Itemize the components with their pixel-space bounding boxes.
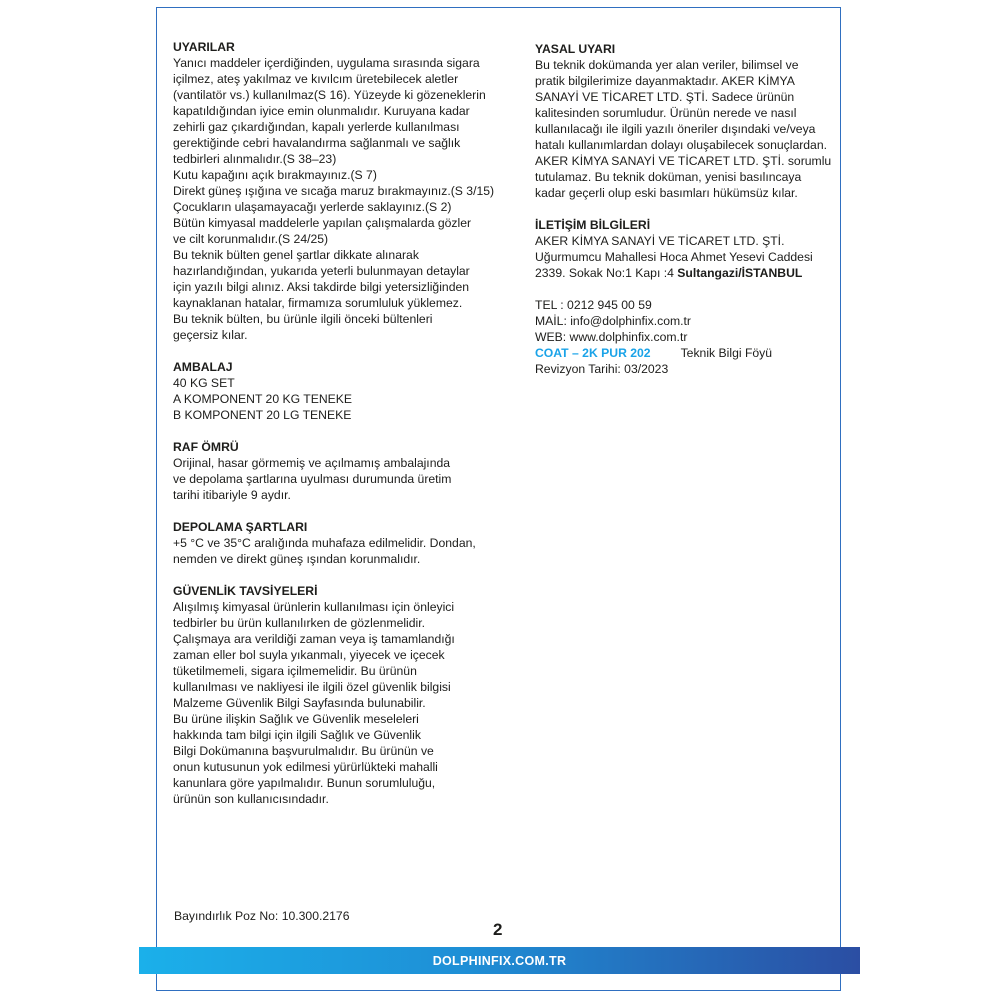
shelf-life-section: [173, 439, 493, 503]
text-line: tüketilmemeli, sigara içilmemelidir. Bu ürünün: [173, 664, 417, 678]
text-line: kapatıldığından iyice emin olunmalıdır. Kuruyana kadar: [173, 104, 470, 118]
text-line: Yanıcı maddeler içerdiğinden, uygulama sırasında sigara: [173, 56, 480, 70]
text-line: zaman eller bol suyla yıkanmalı, yiyecek ve içecek: [173, 648, 445, 662]
text-line: zehirli gaz çıkardığından, kapalı yerlerde kullanılması: [173, 120, 460, 134]
address-city: Sultangazi/İSTANBUL: [677, 266, 803, 280]
text-line: Bütün kimyasal maddelerle yapılan çalışmalarda gözler: [173, 216, 472, 230]
legal-section: [535, 41, 840, 201]
footer-bar: [139, 947, 860, 974]
text-line: için yazılı bilgi alınız. Aksi takdirde bilgi yetersizliğinden: [173, 280, 470, 294]
warnings-heading: UYARILAR: [173, 40, 235, 54]
text-line: kullanılacağı ile ilgili yazılı öneriler dışındaki ve/veya: [535, 122, 816, 136]
page-number: 2: [493, 920, 503, 939]
email-address[interactable]: MAİL: info@dolphinfix.com.tr: [535, 314, 691, 328]
text-line: Çocukların ulaşamayacağı yerlerde saklayınız.(S 2): [173, 200, 452, 214]
text-line: Bu teknik bülten, bu ürünle ilgili önceki bültenleri: [173, 312, 433, 326]
revision-date: Revizyon Tarihi: 03/2023: [535, 362, 669, 376]
packaging-section: [173, 359, 493, 423]
text-line: pratik bilgilerimize dayanmaktadır. AKER KİMYA: [535, 74, 795, 88]
text-line: SANAYİ VE TİCARET LTD. ŞTİ. Sadece ürünün: [535, 90, 795, 104]
text-line: kalitesinden sorumludur. Ürünün nerede ve nasıl: [535, 106, 797, 120]
text-line: ürünün son kullanıcısındadır.: [173, 792, 329, 806]
text-line: +5 °C ve 35°C aralığında muhafaza edilmelidir. Dondan,: [173, 536, 476, 550]
right-column: [535, 41, 840, 393]
shelf-life-heading: RAF ÖMRÜ: [173, 440, 239, 454]
text-line: kadar geçerli olup eski basımları hükümsüz kılar.: [535, 186, 798, 200]
safety-heading: GÜVENLİK TAVSİYELERİ: [173, 584, 318, 598]
storage-body: [173, 535, 493, 567]
text-line: ve cilt korunmalıdır.(S 24/25): [173, 232, 329, 246]
product-name: COAT – 2K PUR 202: [535, 346, 651, 360]
text-line: gerektiğinde cebri havalandırma sağlanmalı ve sağlık: [173, 136, 461, 150]
text-line: kanunlara göre yapılmalıdır. Bunun sorumluluğu,: [173, 776, 436, 790]
safety-section: [173, 583, 493, 807]
phone-number: TEL : 0212 945 00 59: [535, 298, 652, 312]
address-line-2: [535, 265, 840, 281]
text-line: Bilgi Dokümanına başvurulmalıdır. Bu ürünün ve: [173, 744, 434, 758]
text-line: hatalı kullanımlardan dolayı oluşabilecek sonuçlardan.: [535, 138, 828, 152]
legal-heading: YASAL UYARI: [535, 42, 616, 56]
document-type: Teknik Bilgi Föyü: [680, 346, 773, 360]
text-line: tedbirleri alınmalıdır.(S 38–23): [173, 152, 337, 166]
product-line: [535, 345, 840, 361]
text-line: içilmez, ateş yakılmaz ve kıvılcım üretebilecek aletler: [173, 72, 459, 86]
text-line: B KOMPONENT 20 LG TENEKE: [173, 408, 352, 422]
text-line: ve depolama şartlarına uyulması durumunda üretim: [173, 472, 452, 486]
text-line: nemden ve direkt güneş ışından korunmalıdır.: [173, 552, 421, 566]
text-line: Orijinal, hasar görmemiş ve açılmamış ambalajında: [173, 456, 451, 470]
text-line: A KOMPONENT 20 KG TENEKE: [173, 392, 353, 406]
warnings-body: [173, 55, 493, 343]
text-line: Bu teknik dokümanda yer alan veriler, bilimsel ve: [535, 58, 799, 72]
text-line: (vantilatör vs.) kullanılmaz(S 16). Yüzeyde ki gözeneklerin: [173, 88, 486, 102]
text-line: kaynaklanan hatalar, firmamıza sorumluluk yüklemez.: [173, 296, 463, 310]
website-address[interactable]: WEB: www.dolphinfix.com.tr: [535, 330, 688, 344]
shelf-life-body: [173, 455, 493, 503]
address-street: 2339. Sokak No:1 Kapı :4: [535, 266, 678, 280]
text-line: tedbirler bu ürün kullanılırken de gözlenmelidir.: [173, 616, 426, 630]
text-line: hazırlandığından, yukarıda yeterli bulunmayan detaylar: [173, 264, 470, 278]
text-line: geçersiz kılar.: [173, 328, 248, 342]
contact-heading: İLETİŞİM BİLGİLERİ: [535, 218, 651, 232]
warnings-section: [173, 39, 493, 343]
text-line: Direkt güneş ışığına ve sıcağa maruz bırakmayınız.(S 3/15): [173, 184, 495, 198]
poz-number: Bayındırlık Poz No: 10.300.2176: [174, 909, 350, 923]
text-line: Kutu kapağını açık bırakmayınız.(S 7): [173, 168, 377, 182]
text-line: Bu ürüne ilişkin Sağlık ve Güvenlik meseleleri: [173, 712, 419, 726]
text-line: Malzeme Güvenlik Bilgi Sayfasında bulunabilir.: [173, 696, 426, 710]
text-line: Bu teknik bülten genel şartlar dikkate alınarak: [173, 248, 419, 262]
storage-section: [173, 519, 493, 567]
contact-section: [535, 217, 840, 377]
text-line: tutulamaz. Bu teknik doküman, yenisi basılıncaya: [535, 170, 802, 184]
spacer: [535, 281, 840, 297]
packaging-body: [173, 375, 493, 423]
legal-body: [535, 57, 840, 201]
text-line: Çalışmaya ara verildiği zaman veya iş tamamlandığı: [173, 632, 455, 646]
text-line: kullanılması ve nakliyesi ile ilgili özel güvenlik bilgisi: [173, 680, 451, 694]
storage-heading: DEPOLAMA ŞARTLARI: [173, 520, 308, 534]
text-line: onun kutusunun yok edilmesi yürürlükteki mahalli: [173, 760, 438, 774]
address-line-1: Uğurmumcu Mahallesi Hoca Ahmet Yesevi Caddesi: [535, 250, 813, 264]
company-name: AKER KİMYA SANAYİ VE TİCARET LTD. ŞTİ.: [535, 234, 785, 248]
text-line: AKER KİMYA SANAYİ VE TİCARET LTD. ŞTİ. sorumlu: [535, 154, 832, 168]
text-line: 40 KG SET: [173, 376, 235, 390]
left-column: [173, 39, 493, 823]
text-line: tarihi itibariyle 9 aydır.: [173, 488, 291, 502]
footer-website-link[interactable]: DOLPHINFIX.COM.TR: [432, 953, 567, 968]
safety-body: [173, 599, 493, 807]
text-line: Alışılmış kimyasal ürünlerin kullanılması için önleyici: [173, 600, 455, 614]
text-line: hakkında tam bilgi için ilgili Sağlık ve Güvenlik: [173, 728, 421, 742]
packaging-heading: AMBALAJ: [173, 360, 233, 374]
